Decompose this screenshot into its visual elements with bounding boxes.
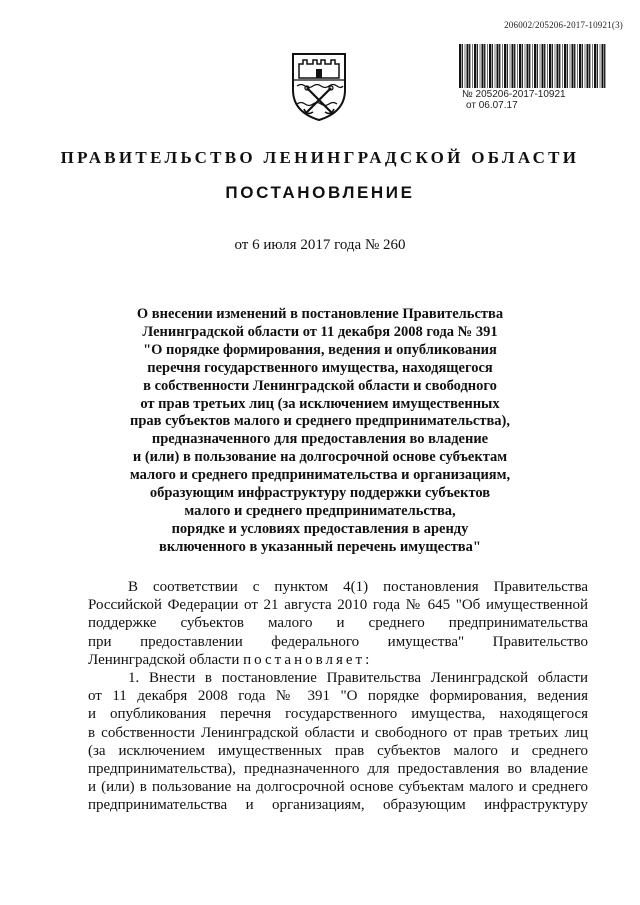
paragraph-line: предпринимательства), предназначенного для предоставления во владение xyxy=(88,760,588,777)
paragraph-line: предпринимательства и организациям, образующим инфраструктуру xyxy=(88,797,588,814)
paragraph-line: и (или) в пользование на долгосрочной основе субъектам малого и среднего xyxy=(88,779,588,796)
paragraph-line: (за исключением имущественных прав субъектов малого и среднего xyxy=(88,742,588,759)
registration-number: № 205206-2017-10921 xyxy=(462,89,566,100)
document-body xyxy=(88,578,588,814)
subject-line: "О порядке формирования, ведения и опубликования xyxy=(143,341,497,358)
subject-line: образующим инфраструктуру поддержки субъектов xyxy=(149,485,491,502)
subject-line: малого и среднего предпринимательства и организациям, xyxy=(129,467,511,484)
government-title: ПРАВИТЕЛЬСТВО ЛЕНИНГРАДСКОЙ ОБЛАСТИ xyxy=(60,148,580,167)
subject-line: О внесении изменений в постановление Правительства xyxy=(136,306,504,322)
subject-line: малого и среднего предпринимательства, xyxy=(184,502,456,519)
subject-line: прав субъектов малого и среднего предпринимательства), xyxy=(129,413,510,430)
paragraph-line: при предоставлении федерального имущества" Правительство xyxy=(88,633,588,650)
paragraph-line: 1. Внести в постановление Правительства Ленинградской области xyxy=(128,669,588,686)
coat-of-arms-icon xyxy=(289,50,349,122)
paragraph-line: от 11 декабря 2008 года № 391 "О порядке формирования, ведения xyxy=(88,688,588,705)
subject-line: предназначенного для предоставления во владение xyxy=(151,431,489,448)
document-code: 206002/205206-2017-10921(3) xyxy=(504,20,623,30)
barcode xyxy=(458,44,608,88)
paragraph-text: Ленинградской области xyxy=(88,651,244,668)
paragraph-line: Российской Федерации от 21 августа 2010 года № 645 "Об имущественной xyxy=(88,597,588,614)
subject-line: порядке и условиях предоставления в аренду xyxy=(171,520,469,537)
subject-line: и (или) в пользование на долгосрочной основе субъектам xyxy=(132,449,508,466)
paragraph-line: поддержке субъектов малого и среднего предпринимательства xyxy=(88,615,588,632)
subject-line: включенного в указанный перечень имущества" xyxy=(159,538,481,555)
document-type: ПОСТАНОВЛЕНИЕ xyxy=(225,183,415,202)
subject-line: в собственности Ленинградской области и свободного xyxy=(143,377,497,394)
paragraph-line xyxy=(88,651,588,669)
subject-line: Ленинградской области от 11 декабря 2008 года № 391 xyxy=(142,323,498,340)
paragraph-line: в собственности Ленинградской области и свободного от прав третьих лиц xyxy=(88,724,588,741)
paragraph-line: В соответствии с пунктом 4(1) постановления Правительства xyxy=(128,579,588,595)
resolution-word: постановляет: xyxy=(243,651,373,668)
subject-line: перечня государственного имущества, находящегося xyxy=(147,359,493,376)
document-date: от 6 июля 2017 года № 260 xyxy=(234,237,406,253)
subject-line: от прав третьих лиц (за исключением имущественных xyxy=(140,395,500,412)
registration-date: от 06.07.17 xyxy=(466,100,518,111)
document-subject xyxy=(120,306,520,557)
paragraph-line: и опубликования перечня государственного имущества, находящегося xyxy=(88,706,588,723)
